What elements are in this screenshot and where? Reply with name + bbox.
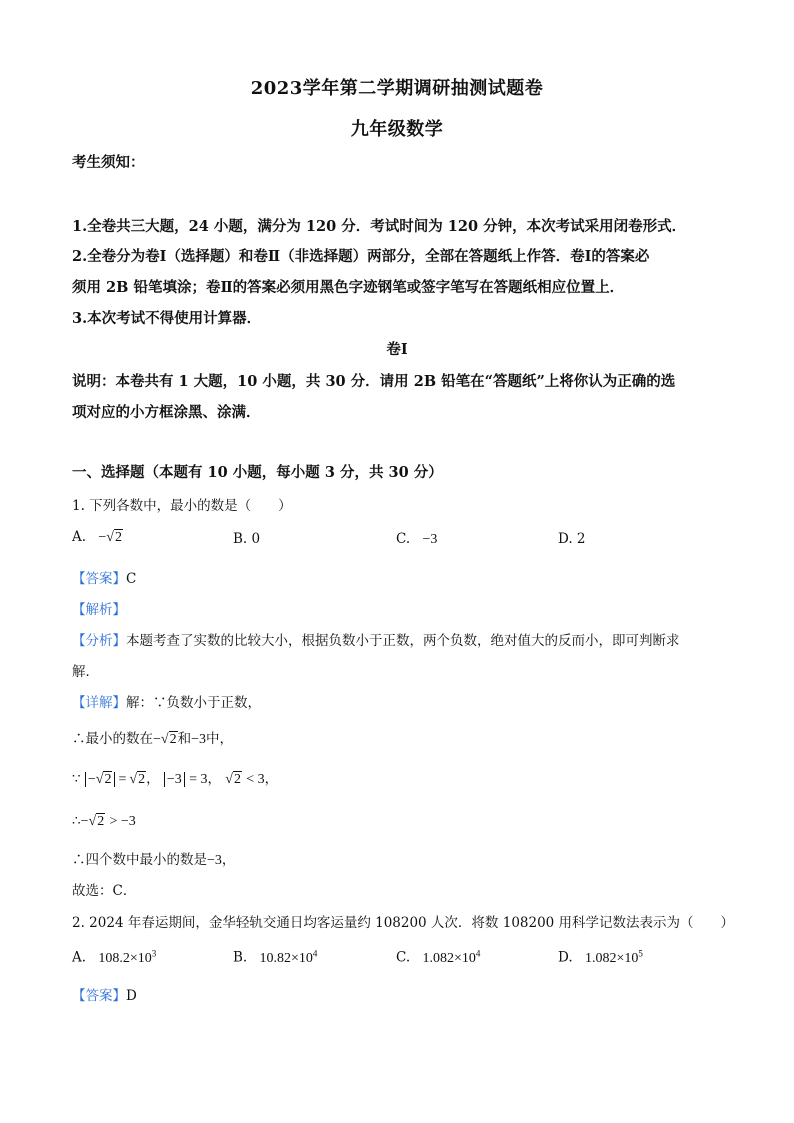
radical-icon: √ [225,772,233,787]
q2-option-d-exponent: 5 [638,948,643,958]
equals-sign: = [118,772,127,787]
comma: ， [146,771,160,787]
q2-option-c [396,948,480,967]
radicand: 2 [169,732,177,747]
math-value: −3 [191,732,206,747]
answer-tag: 【答案】 [72,571,126,587]
step-text: 中， [206,731,233,747]
inequality-part: < 3 [246,772,265,787]
absolute-value [85,772,116,787]
q2-answer-value: D [126,988,137,1004]
q1-option-c-value: −3 [422,532,438,547]
q2-option-b-base: 10.82×10 [259,950,313,966]
minus-sign: − [80,814,89,829]
notice-item-2-line-2: 须用 2B 铅笔填涂；卷Ⅱ的答案必须用黑色字迹钢笔或签字笔写在答题纸相应位置上． [72,279,625,296]
analysis-tag: 【解析】 [72,602,126,618]
q1-option-a [72,529,123,546]
radicand: 2 [138,772,146,787]
q1-option-a-label: A. [72,529,87,545]
q2-answer [72,984,137,1004]
radical-icon: √ [160,732,169,747]
document-title: 2023学年第二学期调研抽测试题卷 [250,78,544,99]
minus-sign: − [87,772,96,787]
absolute-value: −3 [164,772,185,787]
q1-detail-text: 解：∵负数小于正数， [126,695,261,711]
q1-conclusion: 故选：C． [72,883,137,899]
q2-option-a [72,948,156,967]
q1-step-3 [72,767,278,788]
q2-option-b-exponent: 4 [312,948,318,958]
q1-option-c-label: C. [396,531,411,547]
section-1-heading: 一、选择题（本题有 10 小题，每小题 3 分，共 30 分） [72,464,443,481]
answer-tag: 【答案】 [72,988,126,1004]
document-subtitle: 九年级数学 [350,119,444,140]
q2-option-c-label: C. [396,949,411,966]
q1-fenxi-line-2: 解． [72,664,99,680]
inequality-part: > −3 [109,814,136,829]
step-text: 和 [177,731,192,747]
radical-icon: √ [106,530,114,545]
q2-option-d [558,948,643,967]
q1-step-5 [72,848,235,869]
q1-stem: 1. 下列各数中，最小的数是（ ） [72,498,292,514]
step-text: ， [221,852,236,868]
fenxi-tag: 【分析】 [72,633,126,649]
q2-option-c-exponent: 4 [475,948,481,958]
q1-answer-value: C [126,571,137,587]
math-value: −3 [207,853,222,868]
step-text: ∴最小的数在 [72,731,153,747]
notice-item-2-line-1: 2.全卷分为卷Ⅰ（选择题）和卷Ⅱ（非选择题）两部分，全部在答题纸上作答．卷Ⅰ的答案必 [72,248,650,265]
equation-part: = 3 [189,772,208,787]
radical-icon: √ [129,772,138,787]
q2-option-a-base: 108.2×10 [98,950,152,966]
q1-detail-line-1 [72,691,261,711]
paper-1-label: 卷Ⅰ [386,341,408,358]
q1-option-b: B. 0 [233,531,261,547]
q1-option-a-sign: − [98,530,107,545]
therefore-symbol: ∴ [72,813,81,829]
notice-heading: 考生须知： [72,154,145,171]
paper-1-desc-line-1: 说明：本卷共有 1 大题，10 小题，共 30 分．请用 2B 铅笔在“答题纸”上将你认为正确的选 [72,373,676,390]
radicand: 2 [104,772,112,787]
q1-fenxi-line-1 [72,629,680,649]
q2-option-a-exponent: 3 [151,948,157,958]
step-text: ∴四个数中最小的数是 [72,852,207,868]
paper-1-desc-line-2: 项对应的小方框涂黑、涂满． [72,404,261,421]
q1-step-4 [72,813,136,830]
notice-item-3: 3.本次考试不得使用计算器． [72,310,262,327]
q2-option-b-label: B. [233,949,248,966]
because-symbol: ∵ [72,771,81,787]
q1-step-2 [72,727,233,748]
q1-answer [72,567,136,587]
q2-option-c-base: 1.082×10 [422,950,476,966]
radical-icon: √ [88,814,97,829]
radicand: 2 [233,772,241,787]
q2-option-d-label: D. [558,949,573,966]
comma: ， [207,771,221,787]
q2-option-b [233,948,317,967]
q2-option-a-label: A. [72,949,87,966]
detail-tag: 【详解】 [72,695,126,711]
q1-option-d: D. 2 [558,531,586,547]
comma: ， [264,771,279,787]
q1-option-c [396,531,437,548]
radical-icon: √ [95,772,104,787]
minus-sign: − [153,732,161,747]
notice-item-1: 1.全卷共三大题，24 小题，满分为 120 分．考试时间为 120 分钟，本次考试采用闭卷形式． [72,218,687,235]
q1-fenxi-text: 本题考查了实数的比较大小，根据负数小于正数，两个负数，绝对值大的反而小，即可判断求 [126,633,680,649]
radicand: 2 [97,814,105,829]
q2-stem: 2. 2024 年春运期间，金华轻轨交通日均客运量约 108200 人次．将数 108200 用科学记数法表示为（ ） [72,915,735,931]
q2-option-d-base: 1.082×10 [584,950,639,966]
q1-option-a-radicand: 2 [114,530,122,545]
